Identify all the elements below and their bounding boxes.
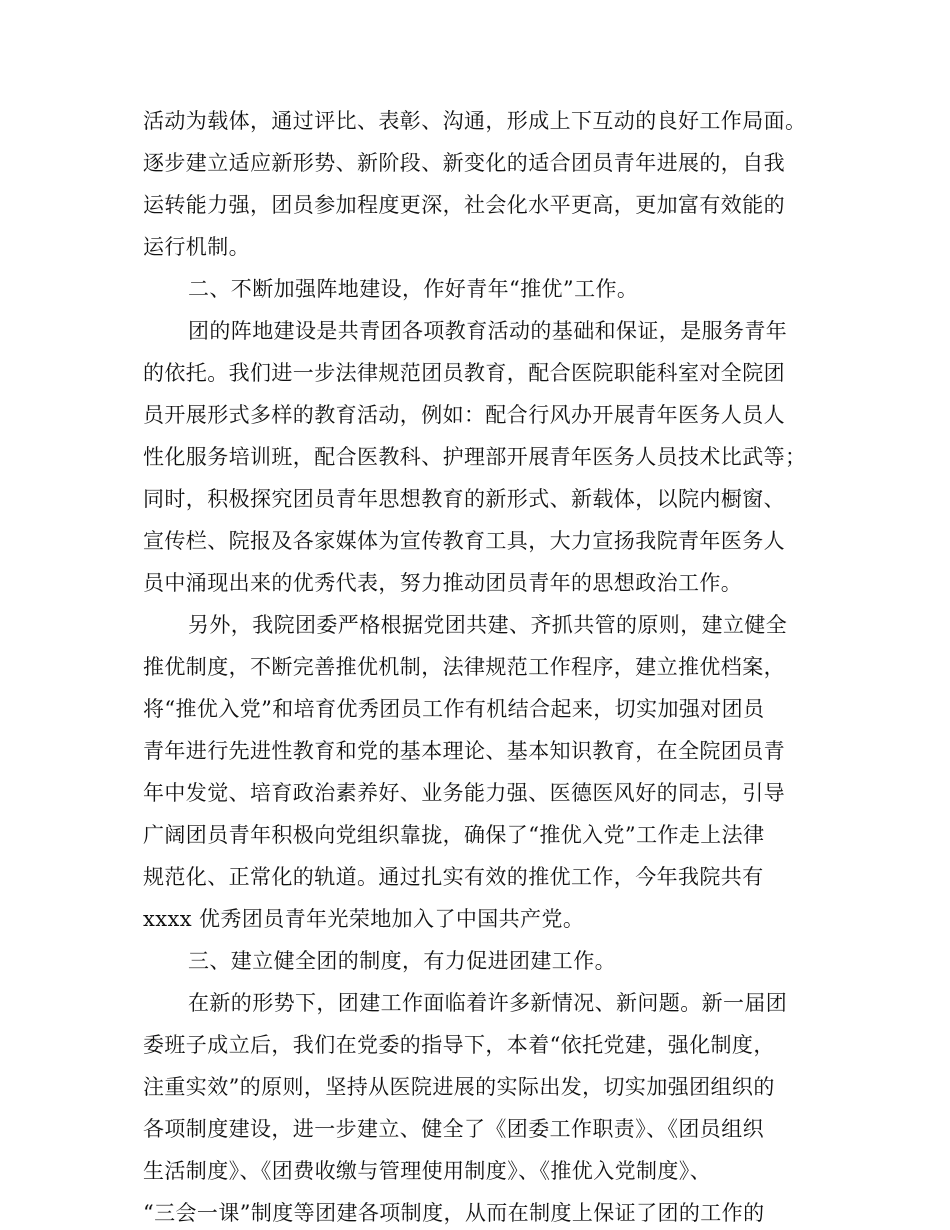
text-line: xxxx 优秀团员青年光荣地加入了中国共产党。: [143, 907, 585, 931]
text-line: 运行机制。: [143, 235, 250, 259]
paragraph-first-line: 另外，我院团委严格根据党团共建、齐抓共管的原则，建立健全: [188, 613, 788, 637]
text-line: 同时，积极探究团员青年思想教育的新形式、新载体，以院内橱窗、: [143, 487, 785, 511]
paragraph-first-line: 团的阵地建设是共青团各项教育活动的基础和保证，是服务青年: [188, 319, 788, 343]
text-line: 委班子成立后，我们在党委的指导下，本着“依托党建，强化制度，: [143, 1033, 775, 1057]
text-line: “三会一课”制度等团建各项制度，从而在制度上保证了团的工作的: [143, 1201, 765, 1225]
text-line: 年中发觉、培育政治素养好、业务能力强、医德医风好的同志，引导: [143, 781, 785, 805]
text-line: 运转能力强，团员参加程度更深，社会化水平更高，更加富有效能的: [143, 193, 785, 217]
text-line: 将“推优入党”和培育优秀团员工作有机结合起来，切实加强对团员: [143, 697, 765, 721]
text-line: 各项制度建设，进一步建立、健全了《团委工作职责》、《团员组织: [143, 1117, 764, 1141]
section-heading: 三、建立健全团的制度，有力促进团建工作。: [188, 949, 616, 973]
paragraph-first-line: 在新的形势下，团建工作面临着许多新情况、新问题。新一届团: [188, 991, 788, 1015]
text-line: 的依托。我们进一步法律规范团员教育，配合医院职能科室对全院团: [143, 361, 785, 385]
text-line: 生活制度》、《团费收缴与管理使用制度》、《推优入党制度》、: [143, 1159, 712, 1183]
text-line: 性化服务培训班，配合医教科、护理部开展青年医务人员技术比武等；: [143, 445, 807, 469]
text-line: 注重实效”的原则，坚持从医院进展的实际出发，切实加强团组织的: [143, 1075, 775, 1099]
text-line: 逐步建立适应新形势、新阶段、新变化的适合团员青年进展的，自我: [143, 151, 785, 175]
text-line: 宣传栏、院报及各家媒体为宣传教育工具，大力宣扬我院青年医务人: [143, 529, 785, 553]
text-line: 活动为载体，通过评比、表彰、沟通，形成上下互动的良好工作局面。: [143, 109, 807, 133]
text-line: 广阔团员青年积极向党组织靠拢，确保了“推优入党”工作走上法律: [143, 823, 765, 847]
text-line: 员开展形式多样的教育活动，例如：配合行风办开展青年医务人员人: [143, 403, 785, 427]
text-line: 规范化、正常化的轨道。通过扎实有效的推优工作，今年我院共有: [143, 865, 764, 889]
section-heading: 二、不断加强阵地建设，作好青年“推优”工作。: [188, 277, 639, 301]
text-line: 青年进行先进性教育和党的基本理论、基本知识教育，在全院团员青: [143, 739, 785, 763]
text-line: 员中涌现出来的优秀代表，努力推动团员青年的思想政治工作。: [143, 571, 743, 595]
text-line: 推优制度，不断完善推优机制，法律规范工作程序，建立推优档案，: [143, 655, 785, 679]
